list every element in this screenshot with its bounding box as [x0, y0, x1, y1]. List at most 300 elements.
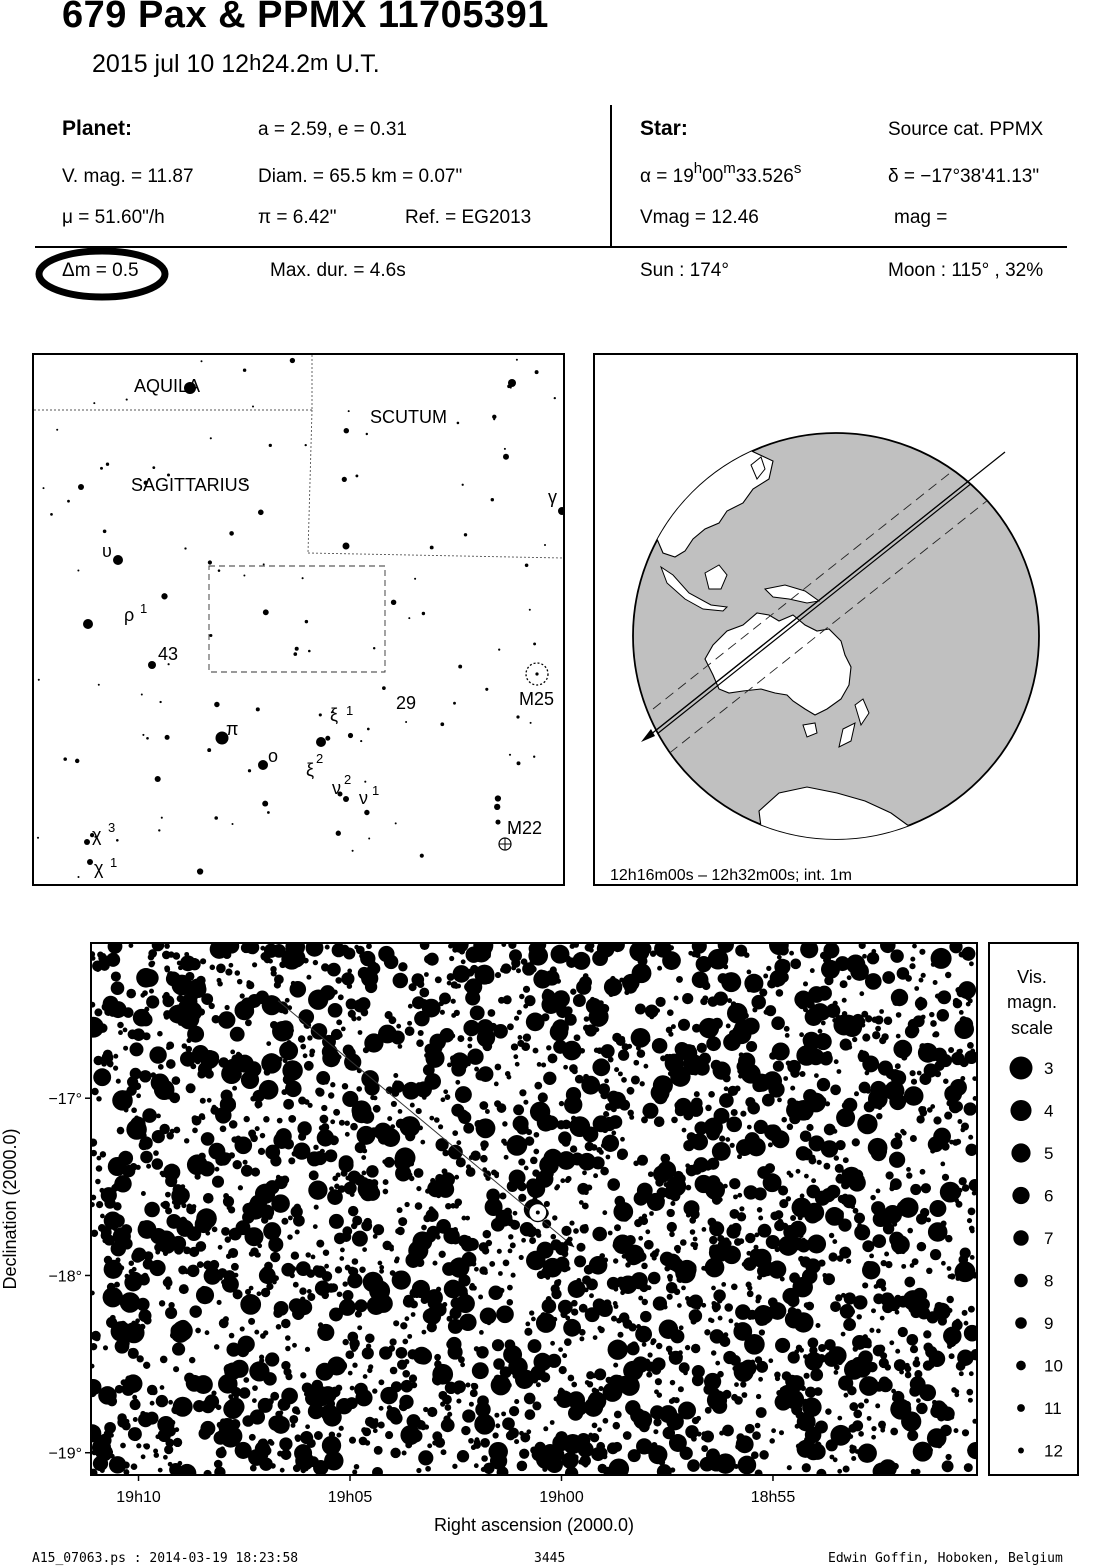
field-star: [562, 1353, 567, 1358]
field-star: [521, 958, 528, 965]
field-star: [321, 963, 329, 971]
field-star: [872, 1031, 880, 1039]
field-star: [959, 1371, 964, 1376]
field-star: [112, 1090, 133, 1111]
field-star: [610, 976, 615, 981]
field-star: [357, 1126, 376, 1145]
field-star: [920, 1169, 926, 1175]
field-star: [108, 1449, 113, 1454]
field-star: [790, 1068, 799, 1077]
field-star: [861, 1230, 866, 1235]
finder-star: [106, 463, 109, 466]
scale-dot: [1010, 1057, 1033, 1080]
finder-star: [344, 428, 349, 433]
field-star: [493, 1358, 505, 1370]
field-star: [360, 1185, 376, 1201]
field-star: [159, 1300, 165, 1306]
finder-star: [209, 634, 212, 637]
finder-star: [535, 370, 539, 374]
field-star: [638, 1216, 643, 1221]
field-star: [378, 1133, 390, 1145]
finder-star: [103, 530, 107, 534]
field-star: [729, 1209, 739, 1219]
field-star: [248, 1304, 254, 1310]
field-star: [747, 970, 752, 975]
field-star: [741, 1392, 747, 1398]
field-star: [311, 1255, 316, 1260]
footer-author: Edwin Goffin, Hoboken, Belgium: [828, 1551, 1063, 1566]
field-star: [585, 1380, 590, 1385]
field-star: [348, 1010, 356, 1018]
page-title: 679 Pax & PPMX 11705391: [62, 0, 549, 36]
field-star: [347, 969, 352, 974]
field-star: [960, 1248, 971, 1259]
field-star: [463, 1020, 479, 1036]
field-star: [96, 1096, 101, 1101]
field-star: [447, 1316, 453, 1322]
field-star: [960, 1076, 965, 1081]
field-star: [355, 1311, 362, 1318]
field-star: [799, 1032, 804, 1037]
field-star: [726, 1023, 731, 1028]
field-star: [319, 1386, 336, 1403]
field-star: [962, 1310, 968, 1316]
field-star: [478, 1032, 483, 1037]
field-star: [536, 1313, 556, 1333]
field-star: [480, 970, 494, 984]
field-star: [871, 1426, 876, 1431]
field-star: [483, 1230, 492, 1239]
field-star: [619, 1376, 630, 1387]
field-star: [926, 1217, 931, 1222]
field-star: [215, 1154, 227, 1166]
field-star: [746, 1282, 752, 1288]
field-star: [507, 1299, 514, 1306]
field-star: [674, 1397, 680, 1403]
field-star: [401, 1380, 414, 1393]
field-star: [370, 1179, 378, 1187]
field-star: [339, 1426, 344, 1431]
field-star: [964, 1321, 969, 1326]
field-star: [804, 1302, 810, 1308]
field-star: [738, 1053, 755, 1070]
field-star: [157, 1031, 163, 1037]
field-star: [165, 1192, 171, 1198]
field-star: [607, 1178, 620, 1191]
field-star: [747, 988, 752, 993]
field-star: [222, 1276, 239, 1293]
field-star: [941, 1261, 946, 1266]
field-star: [148, 1113, 153, 1118]
field-star: [565, 1014, 577, 1026]
field-star: [93, 1456, 108, 1471]
constellation-boundaries: [34, 355, 563, 558]
field-star: [212, 1176, 224, 1188]
field-star: [966, 1389, 973, 1396]
field-star: [218, 1418, 236, 1436]
field-star: [823, 1273, 835, 1285]
field-star: [263, 1372, 277, 1386]
field-star: [933, 1116, 941, 1124]
field-star: [239, 1387, 250, 1398]
field-star: [250, 1195, 267, 1212]
field-star: [390, 1124, 395, 1129]
field-star: [441, 1097, 446, 1102]
field-star: [508, 1248, 513, 1253]
field-star: [149, 1046, 166, 1063]
field-star: [573, 1228, 579, 1234]
field-star: [858, 1431, 864, 1437]
field-star: [817, 1078, 830, 1091]
field-star: [230, 1027, 245, 1042]
field-star: [876, 1329, 881, 1334]
field-star: [248, 1318, 255, 1325]
field-star: [652, 1038, 668, 1054]
field-star: [345, 1350, 354, 1359]
field-star: [802, 1463, 811, 1472]
field-star: [422, 1095, 427, 1100]
field-star: [221, 1227, 230, 1236]
field-star: [916, 1115, 924, 1123]
field-star: [174, 1427, 179, 1432]
field-star: [153, 1150, 159, 1156]
finder-star: [453, 702, 456, 705]
field-star: [763, 974, 768, 979]
field-star: [122, 1421, 131, 1430]
label-chi1: χ: [94, 858, 104, 878]
field-star: [281, 1263, 295, 1277]
field-star: [354, 1383, 368, 1397]
field-star: [523, 1100, 528, 1105]
field-star: [740, 1111, 746, 1117]
field-star: [697, 1180, 703, 1186]
field-star: [637, 1335, 642, 1340]
field-star: [706, 1036, 721, 1051]
field-star: [619, 1312, 630, 1323]
field-star: [564, 1338, 572, 1346]
field-star: [718, 973, 729, 984]
field-star: [316, 994, 321, 999]
x-tick-label: 19h00: [539, 1489, 584, 1506]
field-star: [117, 1176, 124, 1183]
field-star: [804, 1043, 809, 1048]
field-star: [445, 1404, 452, 1411]
field-star: [746, 1041, 757, 1052]
scale-label: 12: [1044, 1441, 1063, 1461]
field-star: [258, 1088, 268, 1098]
planet-reference: Ref. = EG2013: [405, 207, 532, 228]
field-star: [814, 1073, 819, 1078]
field-star: [268, 959, 273, 964]
field-star: [324, 1079, 329, 1084]
field-star: [281, 1218, 288, 1225]
field-star: [121, 1379, 127, 1385]
field-star: [614, 1287, 619, 1292]
label-nu1: ν: [359, 788, 368, 808]
field-star: [362, 1171, 367, 1176]
field-star: [138, 1309, 151, 1322]
field-star: [351, 1347, 356, 1352]
finder-star: [414, 578, 416, 580]
field-star: [91, 1088, 99, 1096]
field-star: [362, 1247, 367, 1252]
field-star: [480, 1155, 488, 1163]
field-star: [519, 1449, 529, 1459]
field-star: [935, 1302, 944, 1311]
field-star: [438, 1124, 443, 1129]
field-star: [439, 1001, 444, 1006]
field-star: [154, 1079, 175, 1100]
field-star: [747, 1125, 752, 1130]
finder-star: [533, 642, 536, 645]
field-star: [204, 1394, 219, 1409]
field-star: [735, 1444, 741, 1450]
field-star: [627, 1087, 635, 1095]
field-star: [156, 1114, 161, 1119]
field-star: [769, 1438, 775, 1444]
field-star: [798, 1215, 803, 1220]
field-star: [603, 1111, 609, 1117]
field-star: [949, 1353, 955, 1359]
field-star: [285, 1335, 291, 1341]
field-star: [962, 1184, 969, 1191]
field-star: [108, 939, 123, 954]
field-star: [198, 1008, 205, 1015]
field-star: [804, 1114, 810, 1120]
field-star: [774, 1210, 783, 1219]
field-star: [496, 1305, 514, 1323]
field-star: [186, 1375, 203, 1392]
field-star: [334, 1184, 339, 1189]
finder-star: [77, 569, 79, 571]
field-star: [282, 1060, 303, 1081]
field-star: [556, 978, 561, 983]
field-star: [173, 952, 181, 960]
minute-unit: m: [310, 50, 329, 75]
field-star: [366, 1165, 379, 1178]
field-star: [276, 1324, 282, 1330]
field-star: [593, 1335, 598, 1340]
field-star: [307, 1035, 312, 1040]
field-star: [756, 1361, 768, 1373]
field-star: [550, 1447, 564, 1461]
field-star: [398, 1217, 407, 1226]
scale-dot: [1017, 1404, 1025, 1412]
field-star: [513, 1183, 518, 1188]
field-star: [606, 1155, 611, 1160]
field-star: [867, 1058, 876, 1067]
field-star: [495, 1423, 500, 1428]
star-ra-minutes: 00: [702, 166, 724, 187]
field-star: [824, 1339, 835, 1350]
field-star: [968, 1398, 973, 1403]
field-star: [933, 1031, 939, 1037]
field-star: [281, 1319, 291, 1329]
field-star: [737, 1193, 742, 1198]
field-star: [168, 1462, 173, 1467]
field-star: [852, 1420, 863, 1431]
field-star: [756, 1294, 762, 1300]
field-star: [927, 1311, 939, 1323]
field-star: [704, 1373, 721, 1390]
field-star: [619, 978, 624, 983]
label-nu1-index: 1: [372, 783, 380, 798]
field-star: [964, 1463, 973, 1472]
field-star: [731, 1109, 738, 1116]
field-star: [270, 1252, 280, 1262]
field-star: [418, 1450, 433, 1465]
field-star: [910, 957, 915, 962]
field-star: [129, 1260, 134, 1265]
field-star: [240, 1326, 245, 1331]
field-star: [735, 1304, 751, 1320]
field-star: [152, 939, 165, 952]
field-star: [350, 1386, 355, 1391]
field-star: [865, 1088, 871, 1094]
field-star: [541, 1013, 549, 1021]
field-star: [593, 1115, 610, 1132]
field-star: [830, 1084, 841, 1095]
field-star: [838, 1376, 853, 1391]
planet-orbit: a = 2.59, e = 0.31: [258, 119, 407, 140]
field-star: [474, 1120, 482, 1128]
field-star: [187, 1154, 208, 1175]
field-star: [501, 1138, 507, 1144]
field-star: [252, 1398, 257, 1403]
field-star: [640, 1081, 645, 1086]
field-star: [302, 1382, 313, 1393]
field-star: [396, 1119, 406, 1129]
field-star: [141, 1454, 146, 1459]
field-star: [360, 1110, 374, 1124]
field-star: [144, 1202, 160, 1218]
field-star: [238, 1185, 243, 1190]
finder-star: [516, 715, 519, 718]
finder-star: [516, 359, 518, 361]
field-star: [341, 1232, 351, 1242]
field-star: [640, 1311, 652, 1323]
field-star: [506, 1075, 511, 1080]
field-star: [757, 1337, 762, 1342]
field-star: [680, 1239, 687, 1246]
field-star: [837, 1416, 842, 1421]
field-star: [787, 1124, 794, 1131]
field-star: [821, 960, 840, 979]
field-star: [507, 1023, 514, 1030]
field-star: [300, 1431, 313, 1444]
field-star: [620, 1137, 625, 1142]
field-star: [904, 1277, 915, 1288]
finder-star: [554, 397, 556, 399]
field-star: [691, 1436, 697, 1442]
field-star: [131, 1463, 138, 1470]
field-star: [363, 1105, 368, 1110]
field-star: [534, 1132, 540, 1138]
field-star: [146, 995, 159, 1008]
field-star: [588, 1154, 593, 1159]
field-star: [232, 1086, 237, 1091]
field-star: [101, 953, 106, 958]
field-star: [690, 1045, 695, 1050]
field-star: [718, 937, 734, 953]
field-star: [588, 1308, 597, 1317]
field-star: [790, 1215, 796, 1221]
finder-star: [360, 740, 362, 742]
label-m25: M25: [519, 689, 555, 709]
finder-star: [295, 647, 299, 651]
field-star: [832, 1018, 837, 1023]
field-star: [238, 1336, 255, 1353]
field-star: [738, 1074, 743, 1079]
field-star: [480, 1140, 489, 1149]
field-star: [364, 1218, 372, 1226]
field-star: [293, 1215, 305, 1227]
field-star: [608, 1340, 628, 1360]
field-star: [936, 1442, 942, 1448]
field-star: [309, 1407, 315, 1413]
field-star: [742, 1262, 747, 1267]
field-star: [368, 1364, 373, 1369]
field-star: [725, 1137, 730, 1142]
field-star: [566, 1266, 571, 1271]
field-star: [711, 1350, 716, 1355]
finder-star: [100, 467, 103, 470]
field-star: [691, 1346, 696, 1351]
field-star: [664, 1254, 681, 1271]
field-star: [440, 1010, 445, 1015]
field-star: [335, 1266, 342, 1273]
field-star: [305, 1424, 310, 1429]
field-star: [639, 959, 644, 964]
finder-bright-star: [316, 737, 326, 747]
field-star: [290, 981, 307, 998]
field-star: [663, 954, 668, 959]
field-star: [657, 1464, 672, 1479]
field-star: [946, 1337, 956, 1347]
field-star: [689, 1217, 696, 1224]
field-star: [233, 1160, 242, 1169]
field-star: [950, 1187, 961, 1198]
field-star: [872, 1234, 886, 1248]
field-star: [390, 1270, 396, 1276]
field-star: [726, 1465, 731, 1470]
field-star: [529, 1310, 534, 1315]
field-star: [565, 1467, 578, 1480]
finder-star: [252, 405, 254, 407]
field-star: [374, 1446, 383, 1455]
field-star: [829, 1455, 834, 1460]
finder-star: [161, 593, 167, 599]
field-star: [653, 1418, 661, 1426]
field-star: [520, 1222, 534, 1236]
field-star: [114, 1282, 120, 1288]
field-star: [667, 1294, 673, 1300]
field-star: [923, 1343, 933, 1353]
field-star: [434, 1354, 441, 1361]
field-star: [228, 1206, 235, 1213]
field-star: [608, 1231, 613, 1236]
finder-star: [155, 776, 161, 782]
field-star: [701, 1047, 706, 1052]
finder-star: [491, 498, 494, 501]
field-star: [569, 1116, 590, 1137]
field-star: [471, 1383, 476, 1388]
field-star: [133, 1417, 138, 1422]
field-star: [333, 990, 338, 995]
field-star: [837, 1469, 842, 1474]
field-star: [809, 1346, 817, 1354]
star-vmag: Vmag = 12.46: [640, 207, 759, 228]
